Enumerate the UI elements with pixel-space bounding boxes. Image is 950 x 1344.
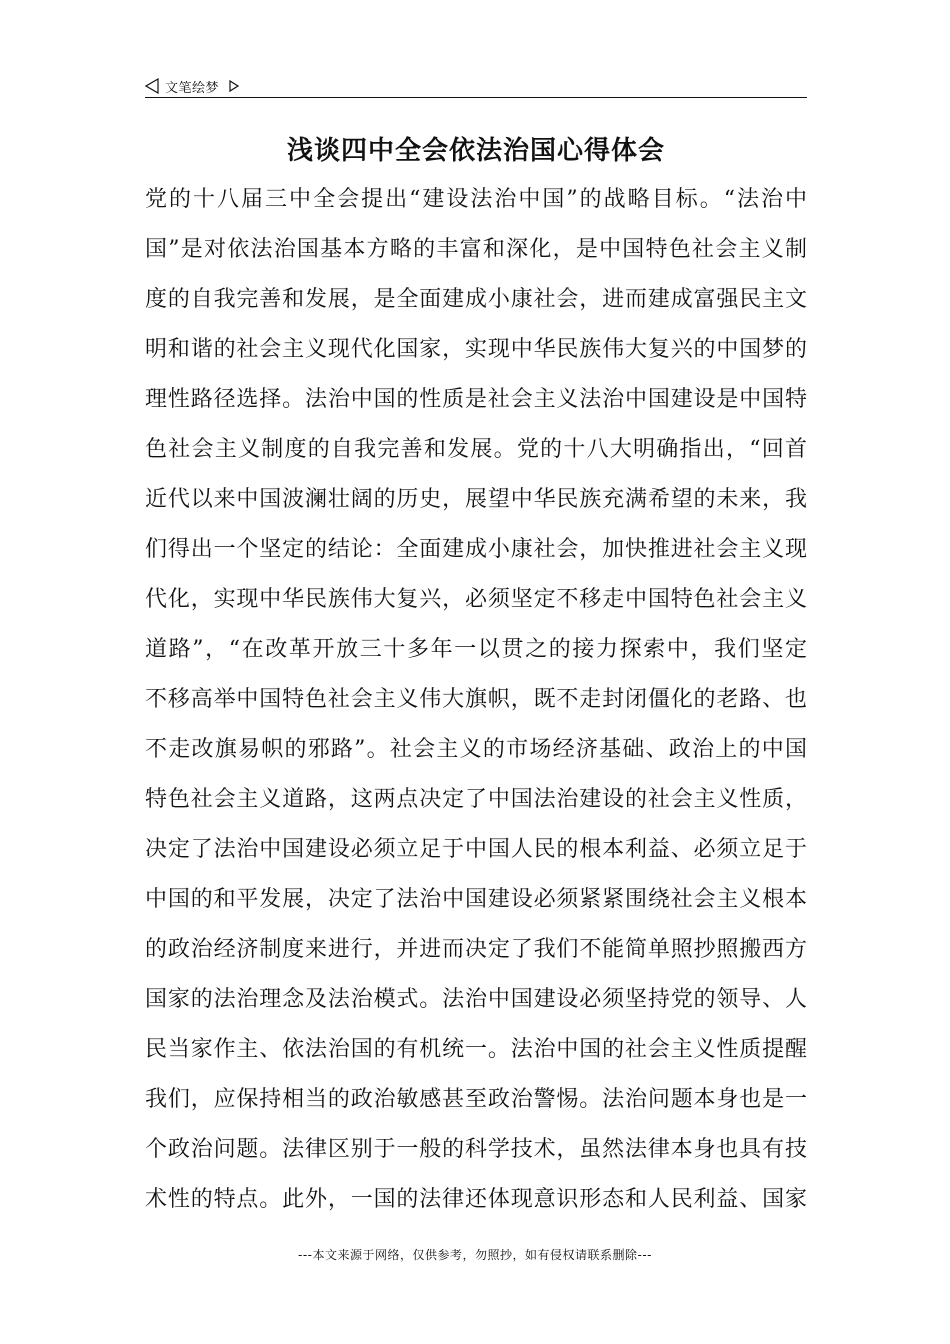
body-line: 特色社会主义道路，这两点决定了中国法治建设的社会主义性质， [145,787,807,812]
body-line: 度的自我完善和发展，是全面建成小康社会，进而建成富强民主文 [145,287,807,312]
body-line: 不走改旗易帜的邪路”。社会主义的市场经济基础、政治上的中国 [145,737,807,762]
header-label: 文笔绘梦 [165,80,220,96]
header-divider [145,97,807,98]
body-line: 国家的法治理念及法治模式。法治中国建设必须坚持党的领导、人 [145,987,807,1012]
body-line: 党的十八届三中全会提出“建设法治中国”的战略目标。“法治中 [145,187,807,212]
body-line: 理性路径选择。法治中国的性质是社会主义法治中国建设是中国特 [145,387,807,412]
body-line: 决定了法治中国建设必须立足于中国人民的根本利益、必须立足于 [145,837,807,862]
body-line: 色社会主义制度的自我完善和发展。党的十八大明确指出，“回首 [145,437,807,462]
body-line: 的政治经济制度来进行，并进而决定了我们不能简单照抄照搬西方 [145,937,807,962]
body-line: 明和谐的社会主义现代化国家，实现中华民族伟大复兴的中国梦的 [145,337,807,362]
body-line: 们得出一个坚定的结论：全面建成小康社会，加快推进社会主义现 [145,537,807,562]
body-line: 不移高举中国特色社会主义伟大旗帜，既不走封闭僵化的老路、也 [145,687,807,712]
body-line: 道路”，“在改革开放三十多年一以贯之的接力探索中，我们坚定 [145,637,807,662]
triangle-left-icon [145,78,159,94]
document-body [145,180,807,1230]
body-line: 个政治问题。法律区别于一般的科学技术，虽然法律本身也具有技 [145,1137,807,1162]
page-header [145,74,807,98]
footer-disclaimer: ---本文来源于网络，仅供参考，勿照抄，如有侵权请联系删除--- [298,1248,652,1262]
body-line: 中国的和平发展，决定了法治中国建设必须紧紧围绕社会主义根本 [145,887,807,912]
body-line: 近代以来中国波澜壮阔的历史，展望中华民族充满希望的未来，我 [145,487,807,512]
body-line: 我们，应保持相当的政治敏感甚至政治警惕。法治问题本身也是一 [145,1087,807,1112]
document-title: 浅谈四中全会依法治国心得体会 [286,136,665,166]
body-line: 民当家作主、依法治国的有机统一。法治中国的社会主义性质提醒 [145,1037,807,1062]
body-line: 术性的特点。此外，一国的法律还体现意识形态和人民利益、国家 [145,1187,807,1212]
body-line: 国”是对依法治国基本方略的丰富和深化，是中国特色社会主义制 [145,237,807,262]
body-line: 代化，实现中华民族伟大复兴，必须坚定不移走中国特色社会主义 [145,587,807,612]
triangle-right-icon [227,78,241,94]
